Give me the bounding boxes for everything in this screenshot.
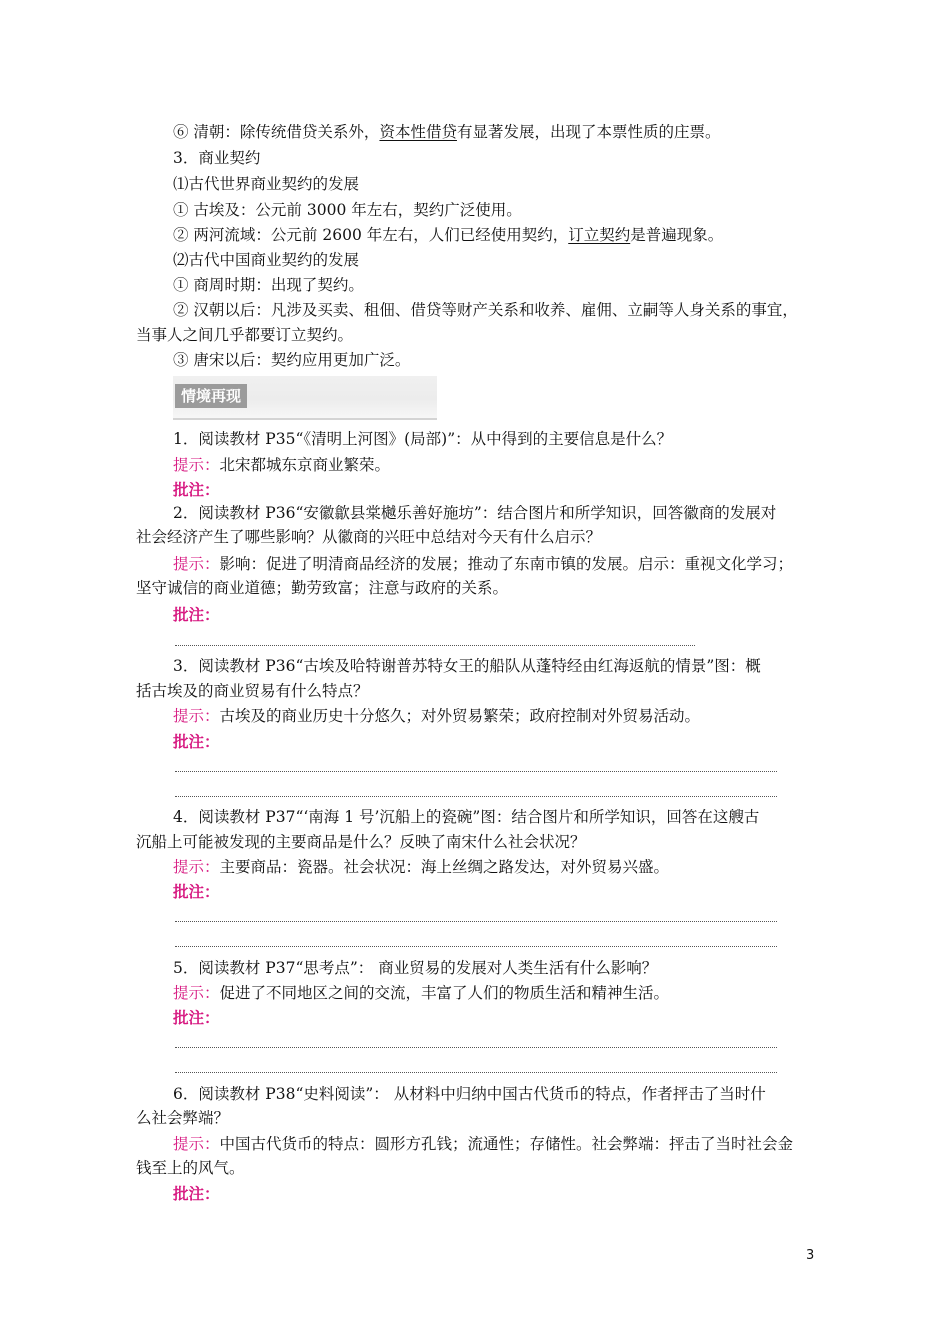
question-3: 3．阅读教材 P36“古埃及哈特谢普苏特女王的船队从蓬特经由红海返航的情景”图：概 — [173, 657, 761, 675]
hint-text: 北宋都城东京商业繁荣。 — [219, 456, 391, 474]
text-line: 当事人之间几乎都要订立契约。 — [136, 326, 354, 344]
question-5: 5．阅读教材 P37“思考点”： 商业贸易的发展对人类生活有什么影响？ — [173, 959, 658, 977]
question-4: 4．阅读教材 P37“‘南海 1 号’沉船上的瓷碗”图：结合图片和所学知识，回答在这艘古 — [173, 808, 760, 826]
note-label: 批注： — [173, 732, 220, 751]
underlined-term: 订立契约 — [568, 226, 631, 244]
heading-commercial-contracts: 3．商业契约 — [173, 149, 261, 167]
subheading-china-contracts: ⑵古代中国商业契约的发展 — [173, 251, 360, 269]
note-label: 批注： — [173, 480, 220, 499]
hint-label: 提示： — [173, 858, 220, 876]
hint-6-cont: 钱至上的风气。 — [136, 1159, 245, 1177]
hint-text: 中国古代货币的特点：圆形方孔钱；流通性；存储性。社会弊端：抨击了当时社会金 — [219, 1135, 794, 1153]
hint-3 — [173, 705, 700, 727]
text-line: ② 汉朝以后：凡涉及买卖、租佃、借贷等财产关系和收养、雇佣、立嗣等人身关系的事宜， — [173, 301, 798, 319]
hint-label: 提示： — [173, 984, 220, 1002]
question-1: 1．阅读教材 P35“《清明上河图》(局部)”：从中得到的主要信息是什么？ — [173, 430, 673, 448]
text-span: ⑥ 清朝：除传统借贷关系外， — [173, 123, 380, 141]
hint-label: 提示： — [173, 707, 220, 725]
text-line — [173, 121, 720, 143]
text-line: ① 古埃及：公元前 3000 年左右，契约广泛使用。 — [173, 201, 522, 219]
underlined-term: 资本性借贷 — [379, 123, 457, 141]
hint-text: 影响：促进了明清商品经济的发展；推动了东南市镇的发展。启示：重视文化学习； — [219, 555, 794, 573]
hint-1 — [173, 454, 390, 476]
question-2: 2．阅读教材 P36“安徽歙县棠樾乐善好施坊”：结合图片和所学知识，回答徽商的发展对 — [173, 504, 777, 522]
text-span: ② 两河流域：公元前 2600 年左右，人们已经使用契约， — [173, 226, 569, 244]
hint-label: 提示： — [173, 1135, 220, 1153]
answer-line[interactable] — [175, 1072, 777, 1073]
note-label: 批注： — [173, 605, 220, 624]
answer-line[interactable] — [175, 921, 777, 922]
answer-line[interactable] — [175, 1047, 777, 1048]
note-label: 批注： — [173, 882, 220, 901]
hint-2 — [173, 553, 793, 575]
hint-text: 主要商品：瓷器。社会状况：海上丝绸之路发达，对外贸易兴盛。 — [219, 858, 670, 876]
answer-line[interactable] — [175, 645, 695, 646]
question-3-cont: 括古埃及的商业贸易有什么特点？ — [136, 682, 369, 700]
answer-line[interactable] — [175, 946, 777, 947]
text-span: 是普遍现象。 — [630, 226, 724, 244]
hint-5 — [173, 982, 669, 1004]
text-line — [173, 224, 723, 246]
hint-4 — [173, 856, 669, 878]
answer-line[interactable] — [175, 771, 777, 772]
hint-text: 古埃及的商业历史十分悠久；对外贸易繁荣；政府控制对外贸易活动。 — [219, 707, 701, 725]
question-4-cont: 沉船上可能被发现的主要商品是什么？反映了南宋什么社会状况？ — [136, 833, 586, 851]
question-6-cont: 么社会弊端？ — [136, 1109, 230, 1127]
note-label: 批注： — [173, 1008, 220, 1027]
question-2-cont: 社会经济产生了哪些影响？从徽商的兴旺中总结对今天有什么启示？ — [136, 528, 602, 546]
text-span: 有显著发展，出现了本票性质的庄票。 — [456, 123, 721, 141]
answer-line[interactable] — [175, 796, 777, 797]
hint-6 — [173, 1133, 793, 1155]
question-6: 6．阅读教材 P38“史料阅读”： 从材料中归纳中国古代货币的特点，作者抨击了当时什 — [173, 1085, 766, 1103]
hint-text: 促进了不同地区之间的交流，丰富了人们的物质生活和精神生活。 — [219, 984, 670, 1002]
text-line: ③ 唐宋以后：契约应用更加广泛。 — [173, 351, 411, 369]
hint-2-cont: 坚守诚信的商业道德；勤劳致富；注意与政府的关系。 — [136, 579, 509, 597]
text-line: ① 商周时期：出现了契约。 — [173, 276, 364, 294]
subheading-world-contracts: ⑴古代世界商业契约的发展 — [173, 175, 360, 193]
section-title: 情境再现 — [175, 384, 247, 408]
page-number: 3 — [806, 1248, 815, 1263]
hint-label: 提示： — [173, 555, 220, 573]
note-label: 批注： — [173, 1184, 220, 1203]
hint-label: 提示： — [173, 456, 220, 474]
